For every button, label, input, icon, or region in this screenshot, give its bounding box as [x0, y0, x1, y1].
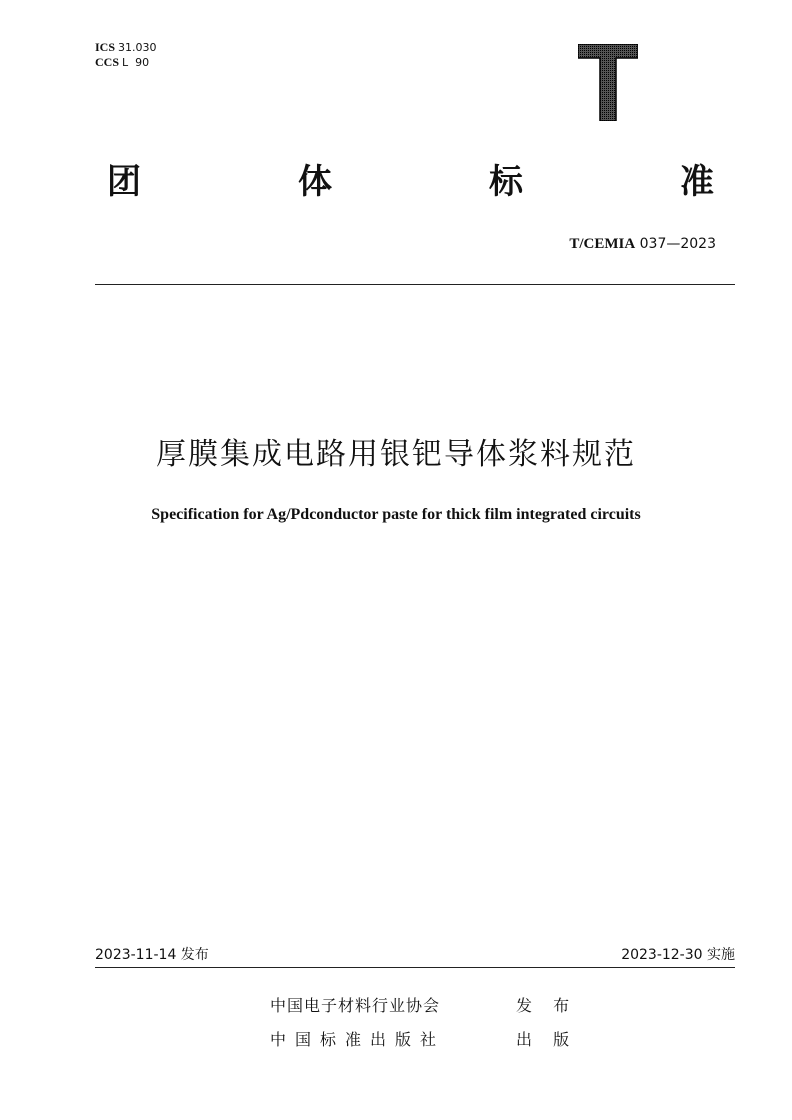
category-char-4: 准 — [680, 162, 714, 202]
bottom-divider — [95, 967, 735, 968]
category-char-3: 标 — [489, 162, 523, 202]
ics-value: 31.030 — [118, 41, 157, 54]
standard-number — [569, 236, 716, 253]
implement-date: 2023-12-30 实施 — [621, 947, 735, 963]
standard-t-logo-icon — [578, 44, 638, 121]
ccs-value: L 90 — [122, 56, 150, 69]
printer-action: 出 版 — [516, 1030, 578, 1049]
ics-label: ICS — [95, 40, 116, 54]
title-english: Specification for Ag/Pdconductor paste for thick film integrated circuits — [151, 506, 641, 523]
top-divider — [95, 284, 735, 285]
title-chinese: 厚膜集成电路用银钯导体浆料规范 — [156, 437, 636, 472]
ccs-label: CCS — [95, 55, 120, 69]
category-char-2: 体 — [298, 162, 332, 202]
standard-prefix: T/CEMIA — [569, 236, 636, 252]
classification-codes — [95, 40, 157, 70]
category-char-1: 团 — [107, 162, 141, 202]
printer-name: 中国标准出版社 — [270, 1030, 446, 1049]
publisher-action: 发 布 — [516, 996, 578, 1015]
publish-date: 2023-11-14 发布 — [95, 947, 209, 963]
standard-code: 037—2023 — [639, 236, 716, 252]
publisher-name: 中国电子材料行业协会 — [270, 996, 441, 1015]
